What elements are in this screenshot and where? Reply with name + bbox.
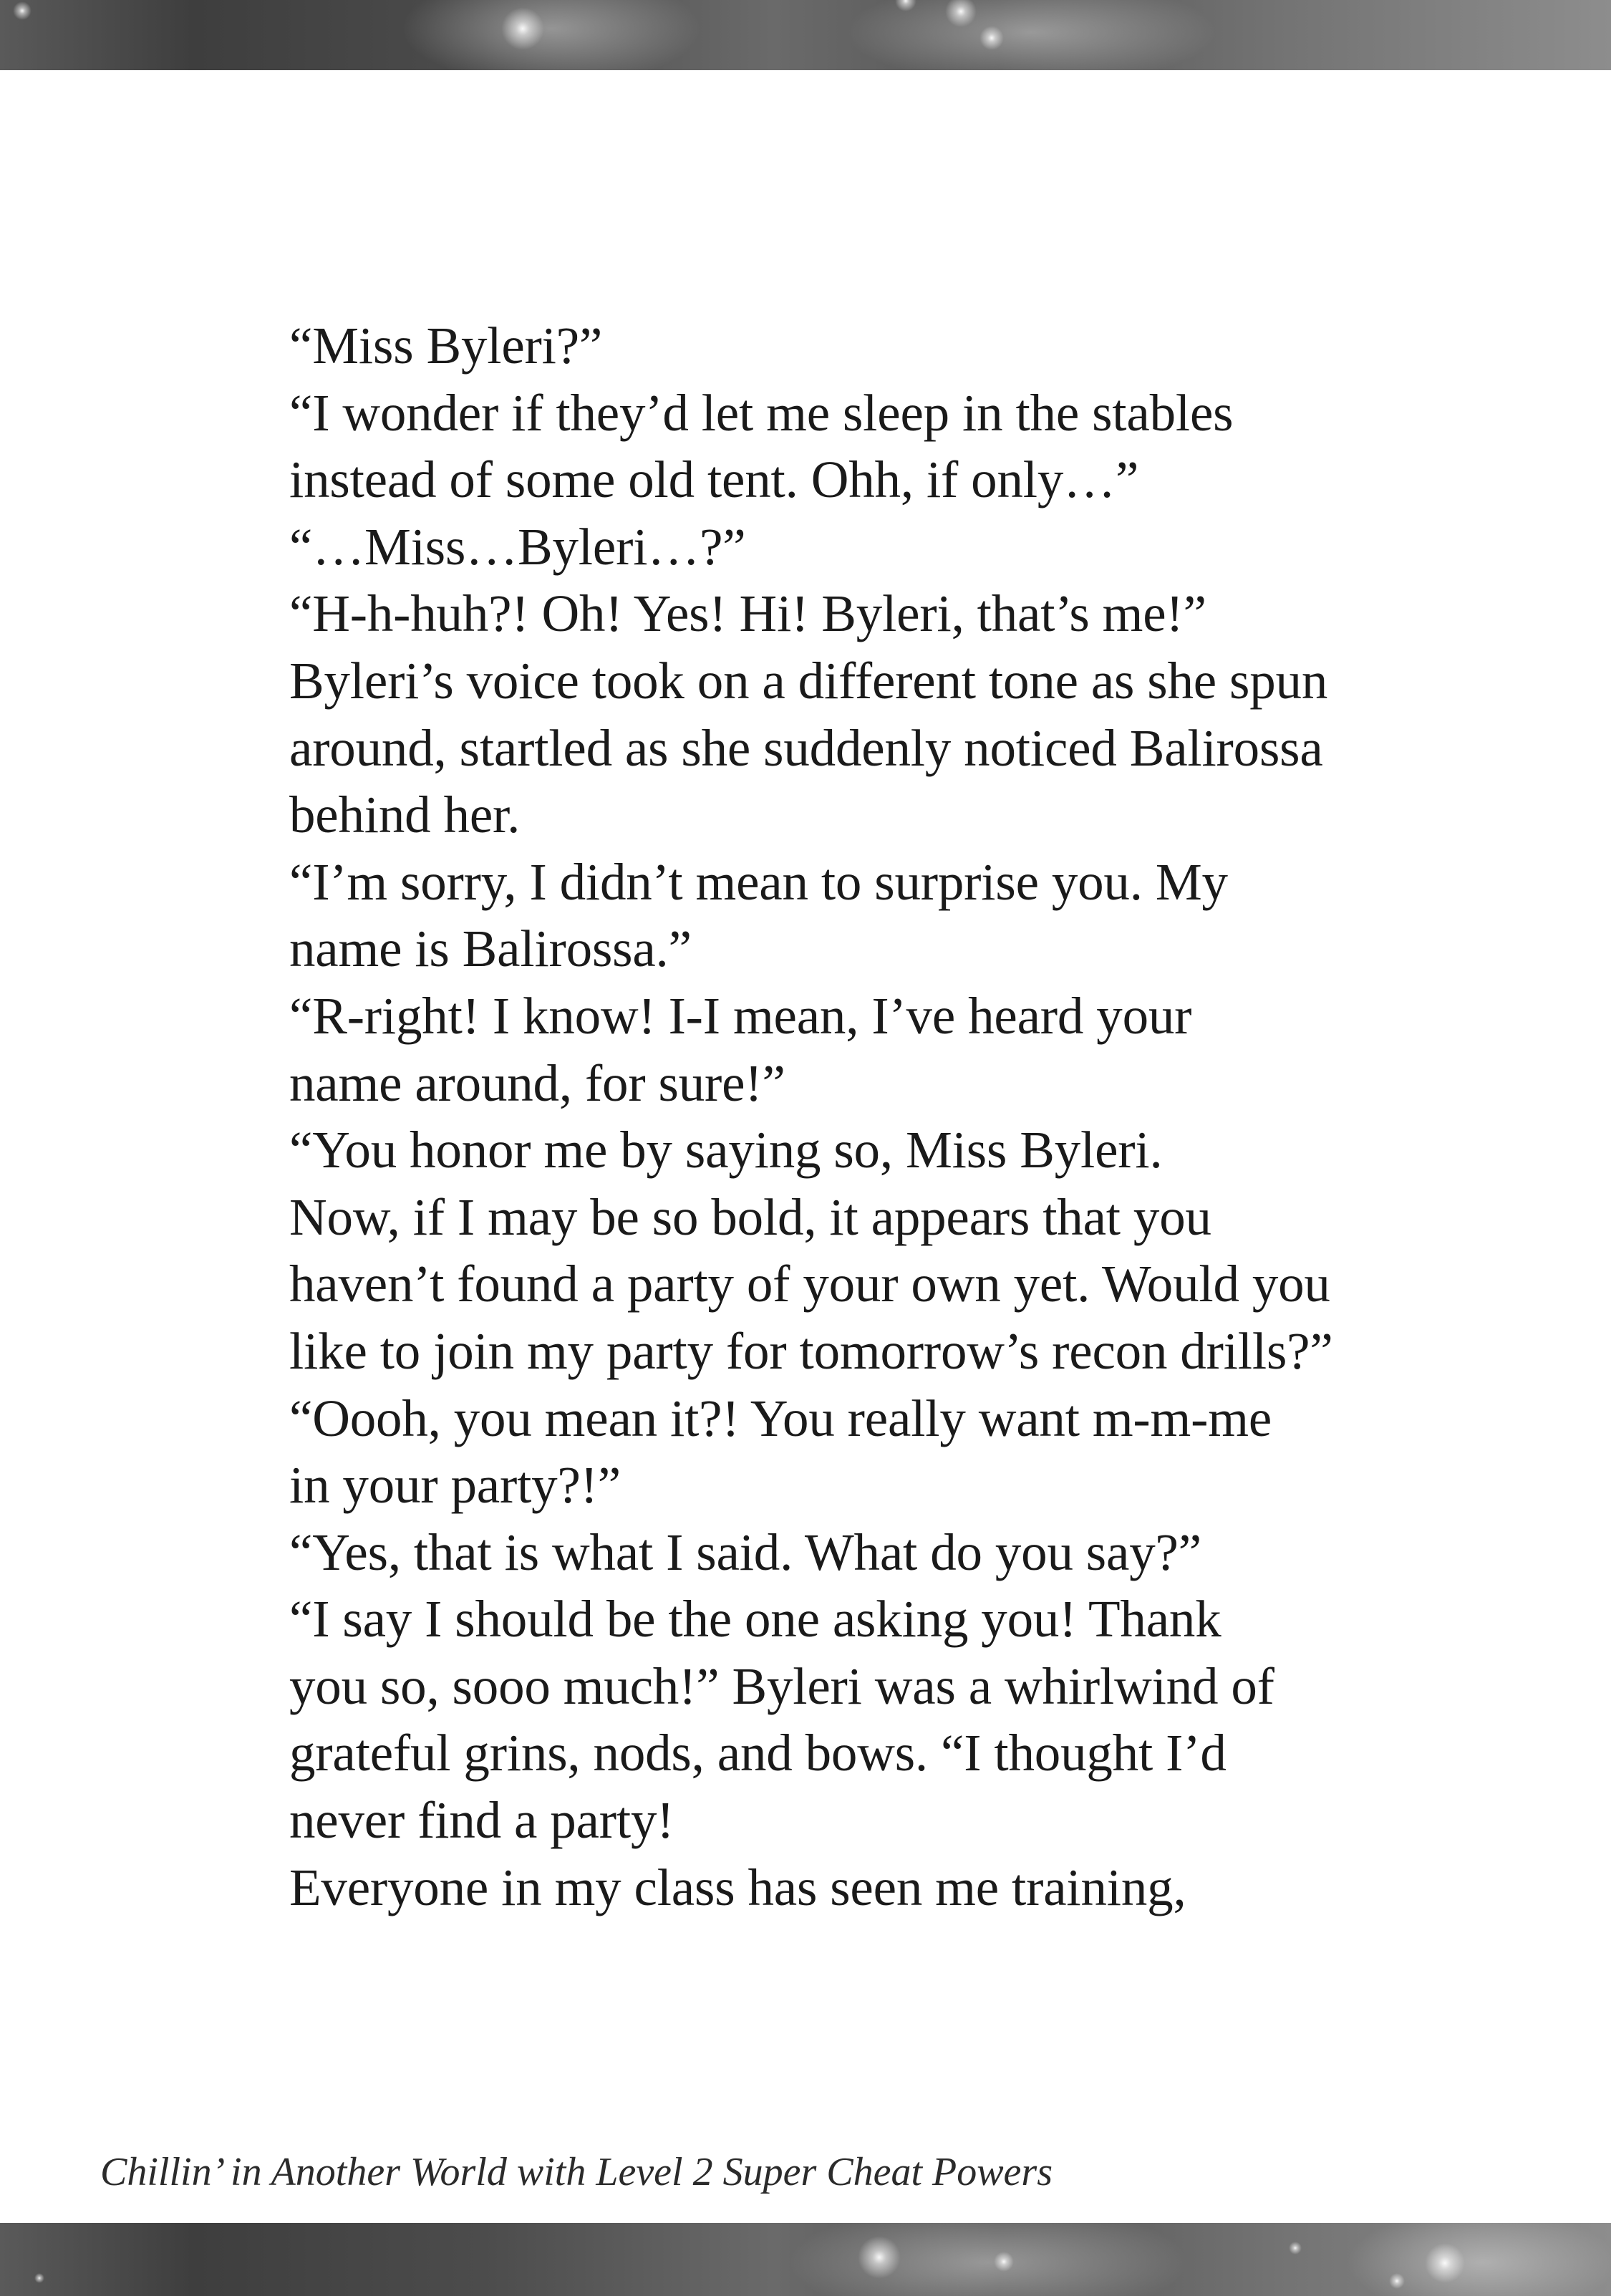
text-line: like to join my party for tomorrow’s recon drills?” (289, 1321, 1333, 1380)
sparkle-icon (1289, 2242, 1302, 2254)
text-line: name is Balirossa.” (289, 920, 692, 978)
text-line: instead of some old tent. Ohh, if only…” (289, 450, 1139, 509)
text-line: “I wonder if they’d let me sleep in the stables (289, 383, 1234, 442)
text-line: “You honor me by saying so, Miss Byleri. (289, 1121, 1163, 1180)
paragraph (219, 849, 1358, 983)
paragraph (219, 1586, 1358, 1853)
text-line: Byleri’s voice took on a different tone as she spun (289, 651, 1328, 710)
running-footer-title: Chillin’ in Another World with Level 2 Super Cheat Powers (100, 2150, 1053, 2194)
text-line: “R-right! I know! I-I mean, I’ve heard your (289, 986, 1192, 1045)
text-line: “Oooh, you mean it?! You really want m-m-me (289, 1389, 1272, 1447)
body-text (219, 312, 1358, 1921)
text-line: in your party?!” (289, 1456, 621, 1515)
text-line: “…Miss…Byleri…?” (289, 517, 746, 576)
sparkle-icon (13, 1, 32, 20)
bottom-decorative-band (0, 2223, 1611, 2296)
sparkle-icon (1425, 2243, 1465, 2283)
text-line: “I say I should be the one asking you! Thank (289, 1590, 1221, 1649)
sparkle-icon (34, 2273, 44, 2283)
text-line: “Miss Byleri?” (289, 317, 603, 375)
paragraph (219, 1385, 1358, 1519)
text-line: “H-h-huh?! Oh! Yes! Hi! Byleri, that’s me!” (289, 584, 1206, 643)
paragraph (219, 1854, 1358, 1921)
text-line: name around, for sure!” (289, 1053, 785, 1112)
text-line: haven’t found a party of your own yet. Would you (289, 1255, 1330, 1313)
paragraph (219, 1519, 1358, 1586)
paragraph (219, 380, 1358, 513)
text-line: grateful grins, nods, and bows. “I thought I’d (289, 1724, 1227, 1783)
text-line: behind her. (289, 786, 521, 844)
text-line: never find a party! (289, 1791, 674, 1850)
top-decorative-band (0, 0, 1611, 70)
text-line: you so, sooo much!” Byleri was a whirlwind of (289, 1656, 1274, 1715)
sparkle-icon (858, 2236, 901, 2279)
sparkle-icon (994, 2252, 1014, 2272)
paragraph (219, 1116, 1358, 1384)
text-line: Everyone in my class has seen me training, (289, 1858, 1186, 1916)
light-glow (788, 2223, 1189, 2296)
text-line: “I’m sorry, I didn’t mean to surprise you. My (289, 852, 1228, 911)
light-glow (401, 0, 702, 70)
light-glow (1346, 2223, 1611, 2296)
paragraph (219, 312, 1358, 380)
paragraph (219, 983, 1358, 1116)
sparkle-icon (1389, 2273, 1405, 2289)
text-line: Now, if I may be so bold, it appears that you (289, 1187, 1211, 1246)
text-line: “Yes, that is what I said. What do you say?” (289, 1523, 1201, 1581)
sparkle-icon (979, 26, 1004, 50)
text-line: around, startled as she suddenly noticed Balirossa (289, 718, 1323, 777)
paragraph (219, 580, 1358, 848)
paragraph (219, 513, 1358, 581)
sparkle-icon (501, 7, 544, 50)
